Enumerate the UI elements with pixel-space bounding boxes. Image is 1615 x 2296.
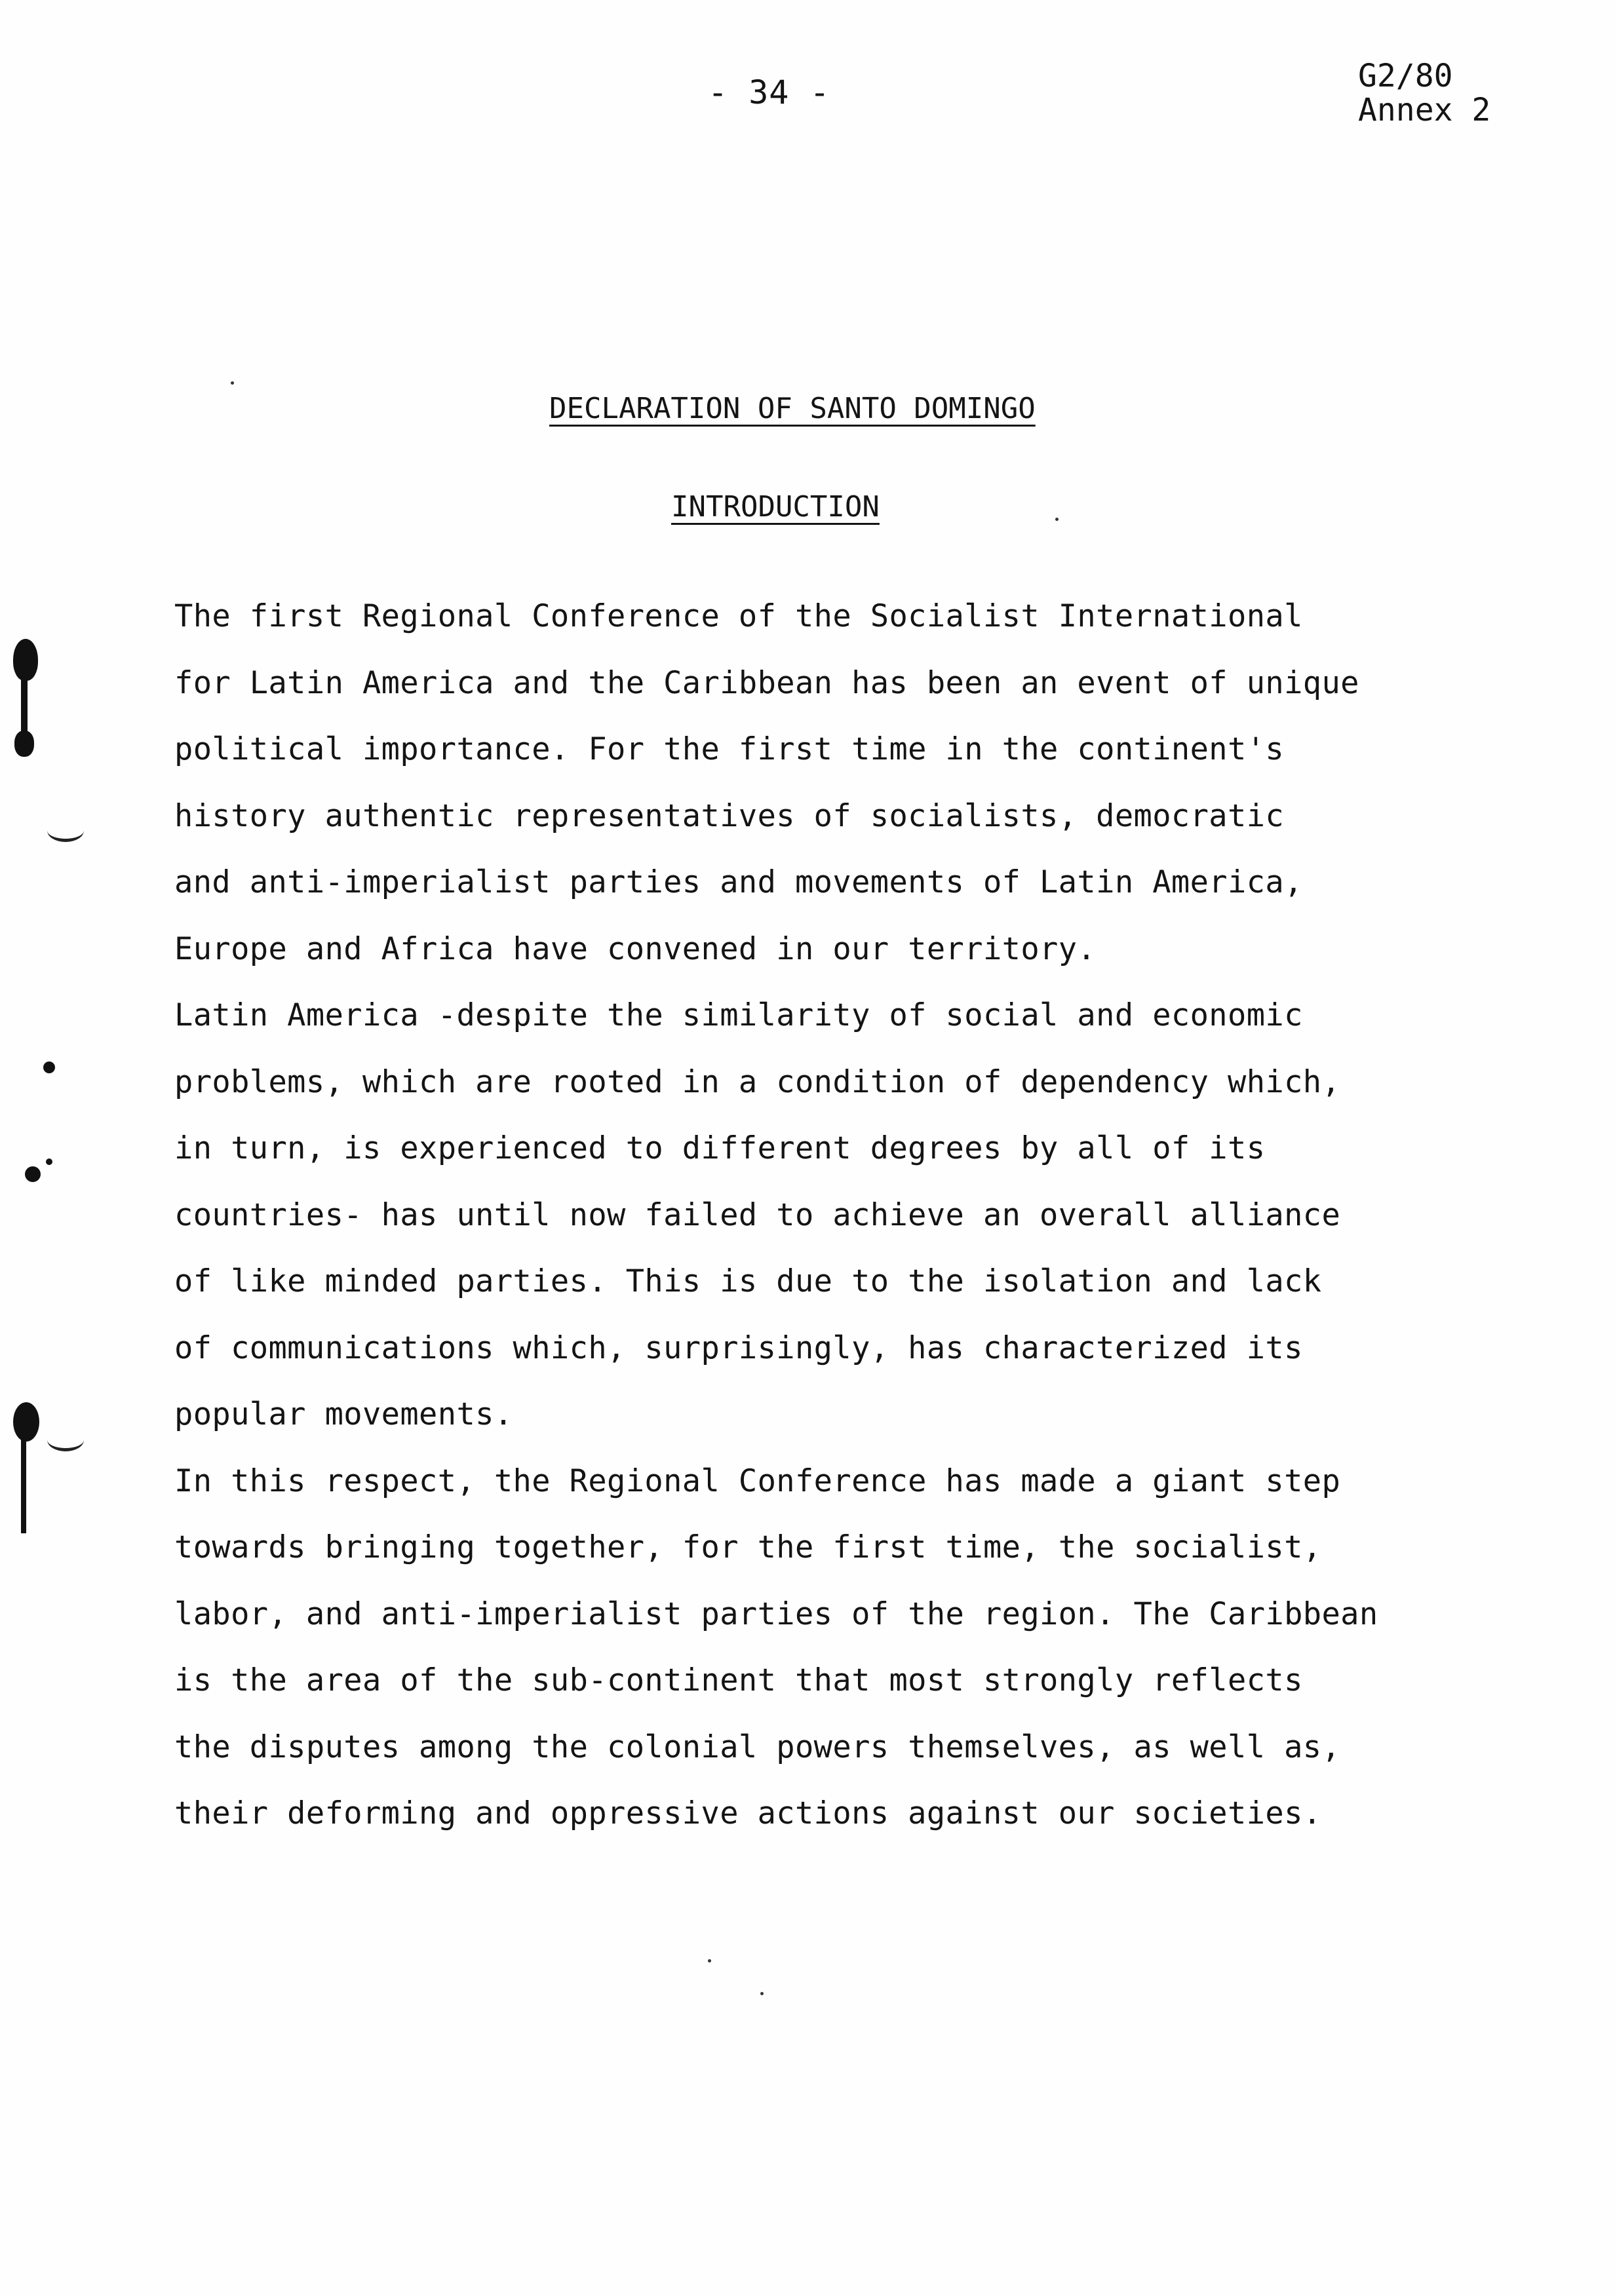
body-line: towards bringing together, for the first time, the socialist, <box>174 1529 1322 1565</box>
speck <box>760 1992 764 1995</box>
section-heading: INTRODUCTION <box>671 490 880 524</box>
body-line: of communications which, surprisingly, has characterized its <box>174 1330 1303 1366</box>
margin-mark <box>47 819 84 842</box>
ink-blot <box>13 1402 39 1442</box>
ink-blot <box>21 1435 26 1533</box>
body-line: popular movements. <box>174 1396 513 1432</box>
body-text <box>174 583 1485 1847</box>
annex-label: Annex 2 <box>1358 92 1491 128</box>
body-line: In this respect, the Regional Conference has made a giant step <box>174 1463 1341 1499</box>
body-line: The first Regional Conference of the Socialist International <box>174 598 1303 634</box>
speck <box>1055 518 1059 521</box>
ink-dot <box>46 1158 52 1165</box>
body-line: the disputes among the colonial powers themselves, as well as, <box>174 1729 1341 1765</box>
document-code: G2/80 <box>1358 58 1453 94</box>
body-line: is the area of the sub-continent that most strongly reflects <box>174 1662 1303 1698</box>
document-title: DECLARATION OF SANTO DOMINGO <box>549 392 1036 425</box>
body-line: labor, and anti-imperialist parties of the region. The Caribbean <box>174 1596 1378 1632</box>
document-reference <box>1358 59 1490 127</box>
speck <box>708 1959 711 1962</box>
body-line: countries- has until now failed to achieve an overall alliance <box>174 1196 1341 1233</box>
body-line: and anti-imperialist parties and movements of Latin America, <box>174 864 1303 900</box>
body-line: problems, which are rooted in a condition of dependency which, <box>174 1063 1341 1100</box>
body-line: their deforming and oppressive actions against our societies. <box>174 1795 1322 1831</box>
body-line: political importance. For the first time in the continent's <box>174 731 1285 767</box>
speck <box>231 381 234 385</box>
body-line: history authentic representatives of socialists, democratic <box>174 797 1285 834</box>
body-line: Latin America -despite the similarity of social and economic <box>174 997 1303 1033</box>
body-line: Europe and Africa have convened in our territory. <box>174 930 1097 967</box>
page-number: - 34 - <box>708 73 830 111</box>
body-line: of like minded parties. This is due to the isolation and lack <box>174 1263 1322 1299</box>
ink-dot <box>43 1062 55 1073</box>
ink-blot <box>14 731 34 757</box>
body-line: in turn, is experienced to different degrees by all of its <box>174 1130 1266 1166</box>
margin-mark <box>47 1428 84 1451</box>
body-line: for Latin America and the Caribbean has been an event of unique <box>174 664 1359 701</box>
ink-dot <box>25 1166 41 1182</box>
